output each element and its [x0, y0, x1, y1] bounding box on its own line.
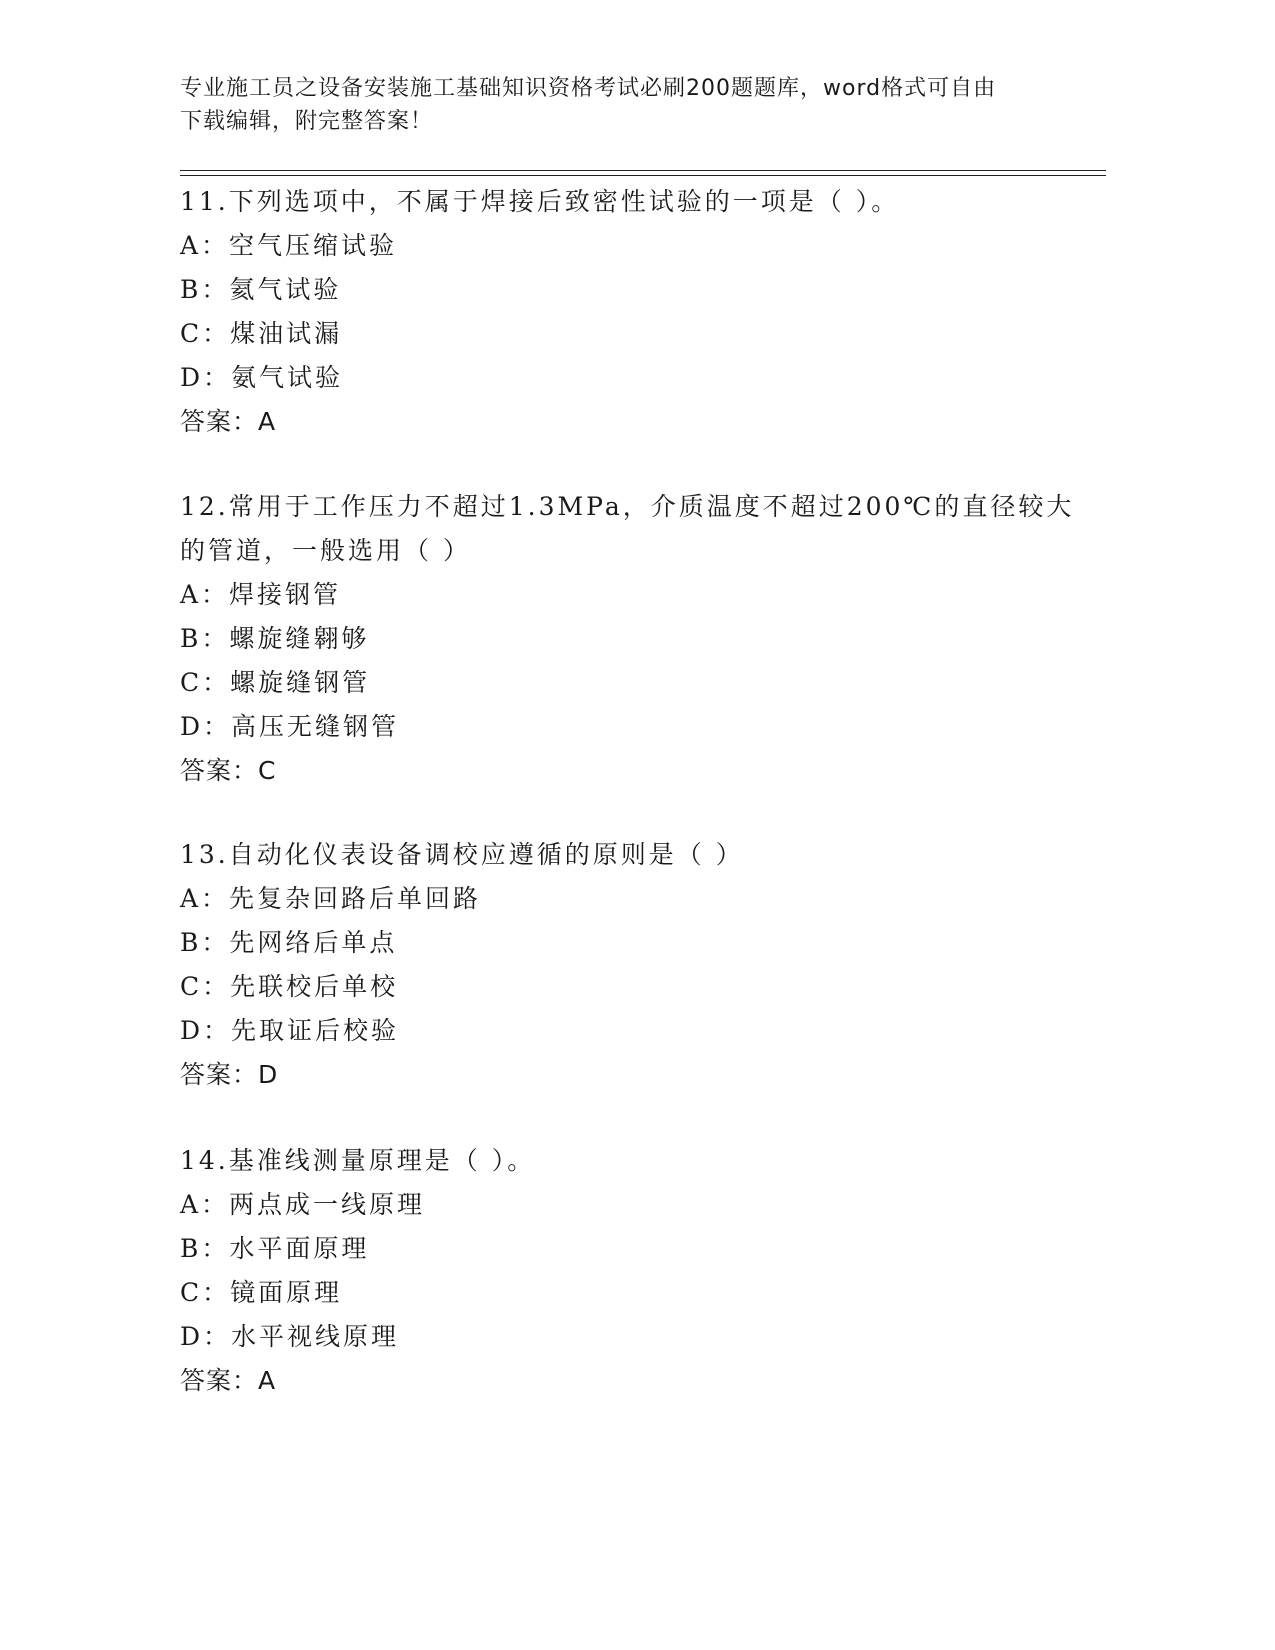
option-a: A：两点成一线原理 — [180, 1190, 426, 1219]
option-c: C：螺旋缝钢管 — [180, 668, 371, 697]
answer: 答案：D — [180, 1060, 279, 1089]
document-header — [180, 72, 1040, 138]
question-stem: 14.基准线测量原理是（ ）。 — [180, 1146, 536, 1175]
question-stem-continued: 的管道，一般选用（ ） — [180, 536, 471, 565]
option-b: B：先网络后单点 — [180, 928, 398, 957]
question-12 — [180, 485, 1075, 793]
option-a: A：焊接钢管 — [180, 580, 342, 609]
header-divider-top — [180, 170, 1106, 171]
option-a: A：空气压缩试验 — [180, 231, 398, 260]
option-d: D：水平视线原理 — [180, 1322, 400, 1351]
option-c: C：先联校后单校 — [180, 972, 399, 1001]
question-stem: 12.常用于工作压力不超过1.3MPa，介质温度不超过200℃的直径较大 — [180, 492, 1075, 521]
question-stem: 13.自动化仪表设备调校应遵循的原则是（ ） — [180, 840, 744, 869]
header-divider-bottom — [180, 175, 1106, 176]
option-d: D：氨气试验 — [180, 363, 344, 392]
option-d: D：高压无缝钢管 — [180, 712, 400, 741]
header-line-1: 专业施工员之设备安装施工基础知识资格考试必刷200题题库，word格式可自由 — [180, 76, 997, 101]
question-stem: 11.下列选项中，不属于焊接后致密性试验的一项是（ ）。 — [180, 187, 900, 216]
question-11 — [180, 180, 1040, 444]
header-line-2: 下载编辑，附完整答案！ — [180, 109, 434, 134]
option-b: B：氦气试验 — [180, 275, 342, 304]
answer: 答案：A — [180, 1366, 277, 1395]
option-c: C：煤油试漏 — [180, 319, 343, 348]
option-b: B：螺旋缝翱够 — [180, 624, 370, 653]
option-c: C：镜面原理 — [180, 1278, 343, 1307]
question-13 — [180, 833, 1040, 1097]
question-14 — [180, 1139, 1040, 1403]
answer: 答案：C — [180, 756, 277, 785]
option-d: D：先取证后校验 — [180, 1016, 400, 1045]
option-a: A：先复杂回路后单回路 — [180, 884, 482, 913]
option-b: B：水平面原理 — [180, 1234, 370, 1263]
answer: 答案：A — [180, 407, 277, 436]
